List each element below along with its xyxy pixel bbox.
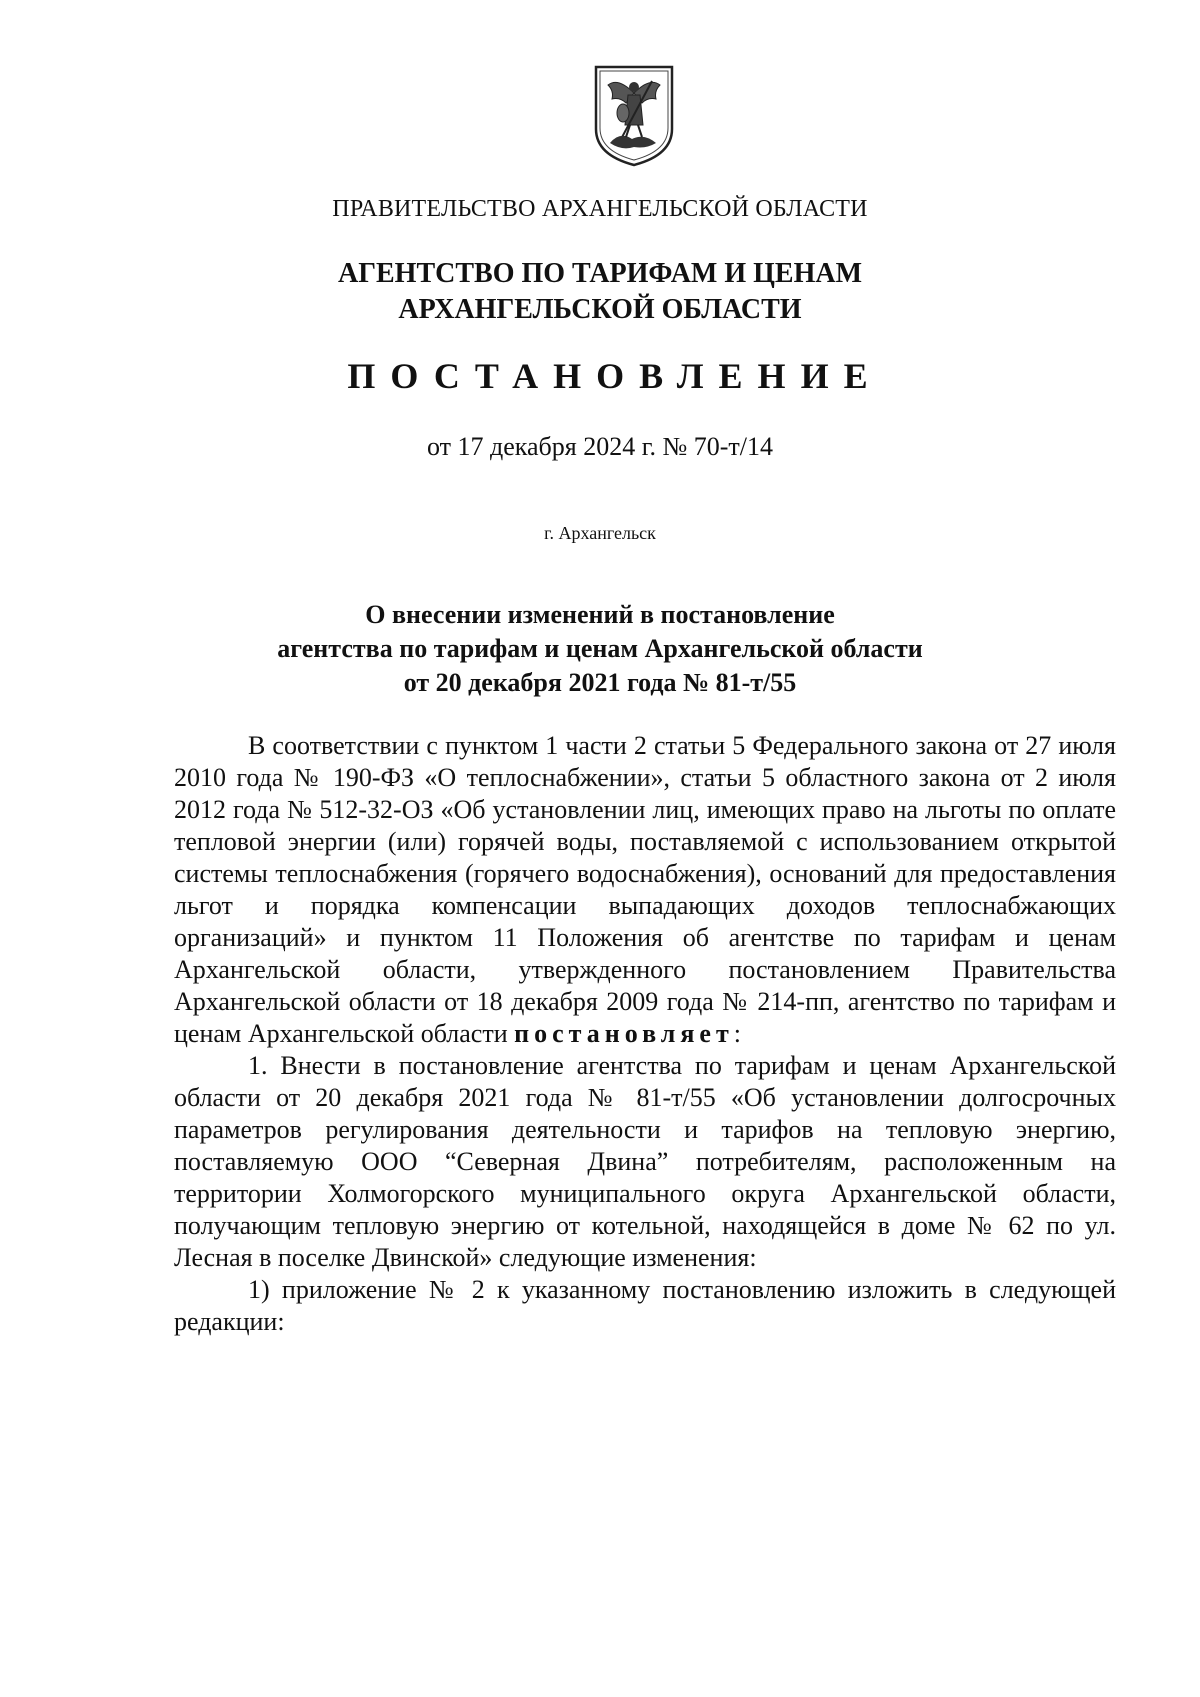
document-type: ПОСТАНОВЛЕНИЕ	[347, 356, 883, 396]
document-date-number: от 17 декабря 2024 г. № 70-т/14	[426, 432, 774, 461]
subject-line1: О внесении изменений в постановление	[365, 600, 835, 629]
preamble-text: В соответствии с пунктом 1 части 2 статьи 5 Федерального закона от 27 июля 2010 года № 190-ФЗ «О теплоснабжении», статьи 5 областного закона от 2 июля 2012 года № 512-32-ОЗ «Об установлении лиц, имеющих право на льготы по оплате тепловой энергии (или) горячей воды, поставляемой с использованием открытой системы теплоснабжения (горячего водоснабжения), оснований для предоставления льгот и порядка компенсации выпадающих доходов теплоснабжающих организаций» и пунктом 11 Положения об агентстве по тарифам и ценам Архангельской области, утвержденного постановлением Правительства Архангельской области от 18 декабря 2009 года № 214-пп, агентство по тарифам и ценам Архангельской области	[174, 731, 1116, 1048]
government-name: ПРАВИТЕЛЬСТВО АРХАНГЕЛЬСКОЙ ОБЛАСТИ	[332, 196, 868, 222]
item-1-paragraph: 1. Внести в постановление агентства по тарифам и ценам Архангельской области от 20 декабря 2021 года № 81-т/55 «Об установлении долгосрочных параметров регулирования деятельности и тарифов на тепловую энергию, поставляемую ООО “Северная Двина” потребителям, расположенным на территории Холмогорского муниципального округа Архангельской области, получающим тепловую энергию от котельной, находящейся в доме № 62 по ул. Лесная в поселке Двинской» следующие изменения:	[174, 1051, 1116, 1272]
decree-word: постановляет	[514, 1019, 734, 1048]
subject-line2: агентства по тарифам и ценам Архангельской области	[277, 634, 923, 663]
preamble-paragraph	[174, 730, 1116, 1050]
agency-name-line1: АГЕНТСТВО ПО ТАРИФАМ И ЦЕНАМ	[337, 258, 863, 289]
document-city: г. Архангельск	[544, 523, 656, 543]
document-body	[174, 730, 1116, 1338]
agency-name-line2: АРХАНГЕЛЬСКОЙ ОБЛАСТИ	[398, 294, 802, 325]
decree-colon: :	[733, 1019, 741, 1048]
document-subject	[0, 598, 1200, 700]
coat-of-arms-icon	[590, 63, 678, 169]
agency-name	[0, 256, 1200, 328]
subitem-1-paragraph: 1) приложение № 2 к указанному постановлению изложить в следующей редакции:	[174, 1275, 1116, 1336]
subject-line3: от 20 декабря 2021 года № 81-т/55	[403, 668, 797, 697]
